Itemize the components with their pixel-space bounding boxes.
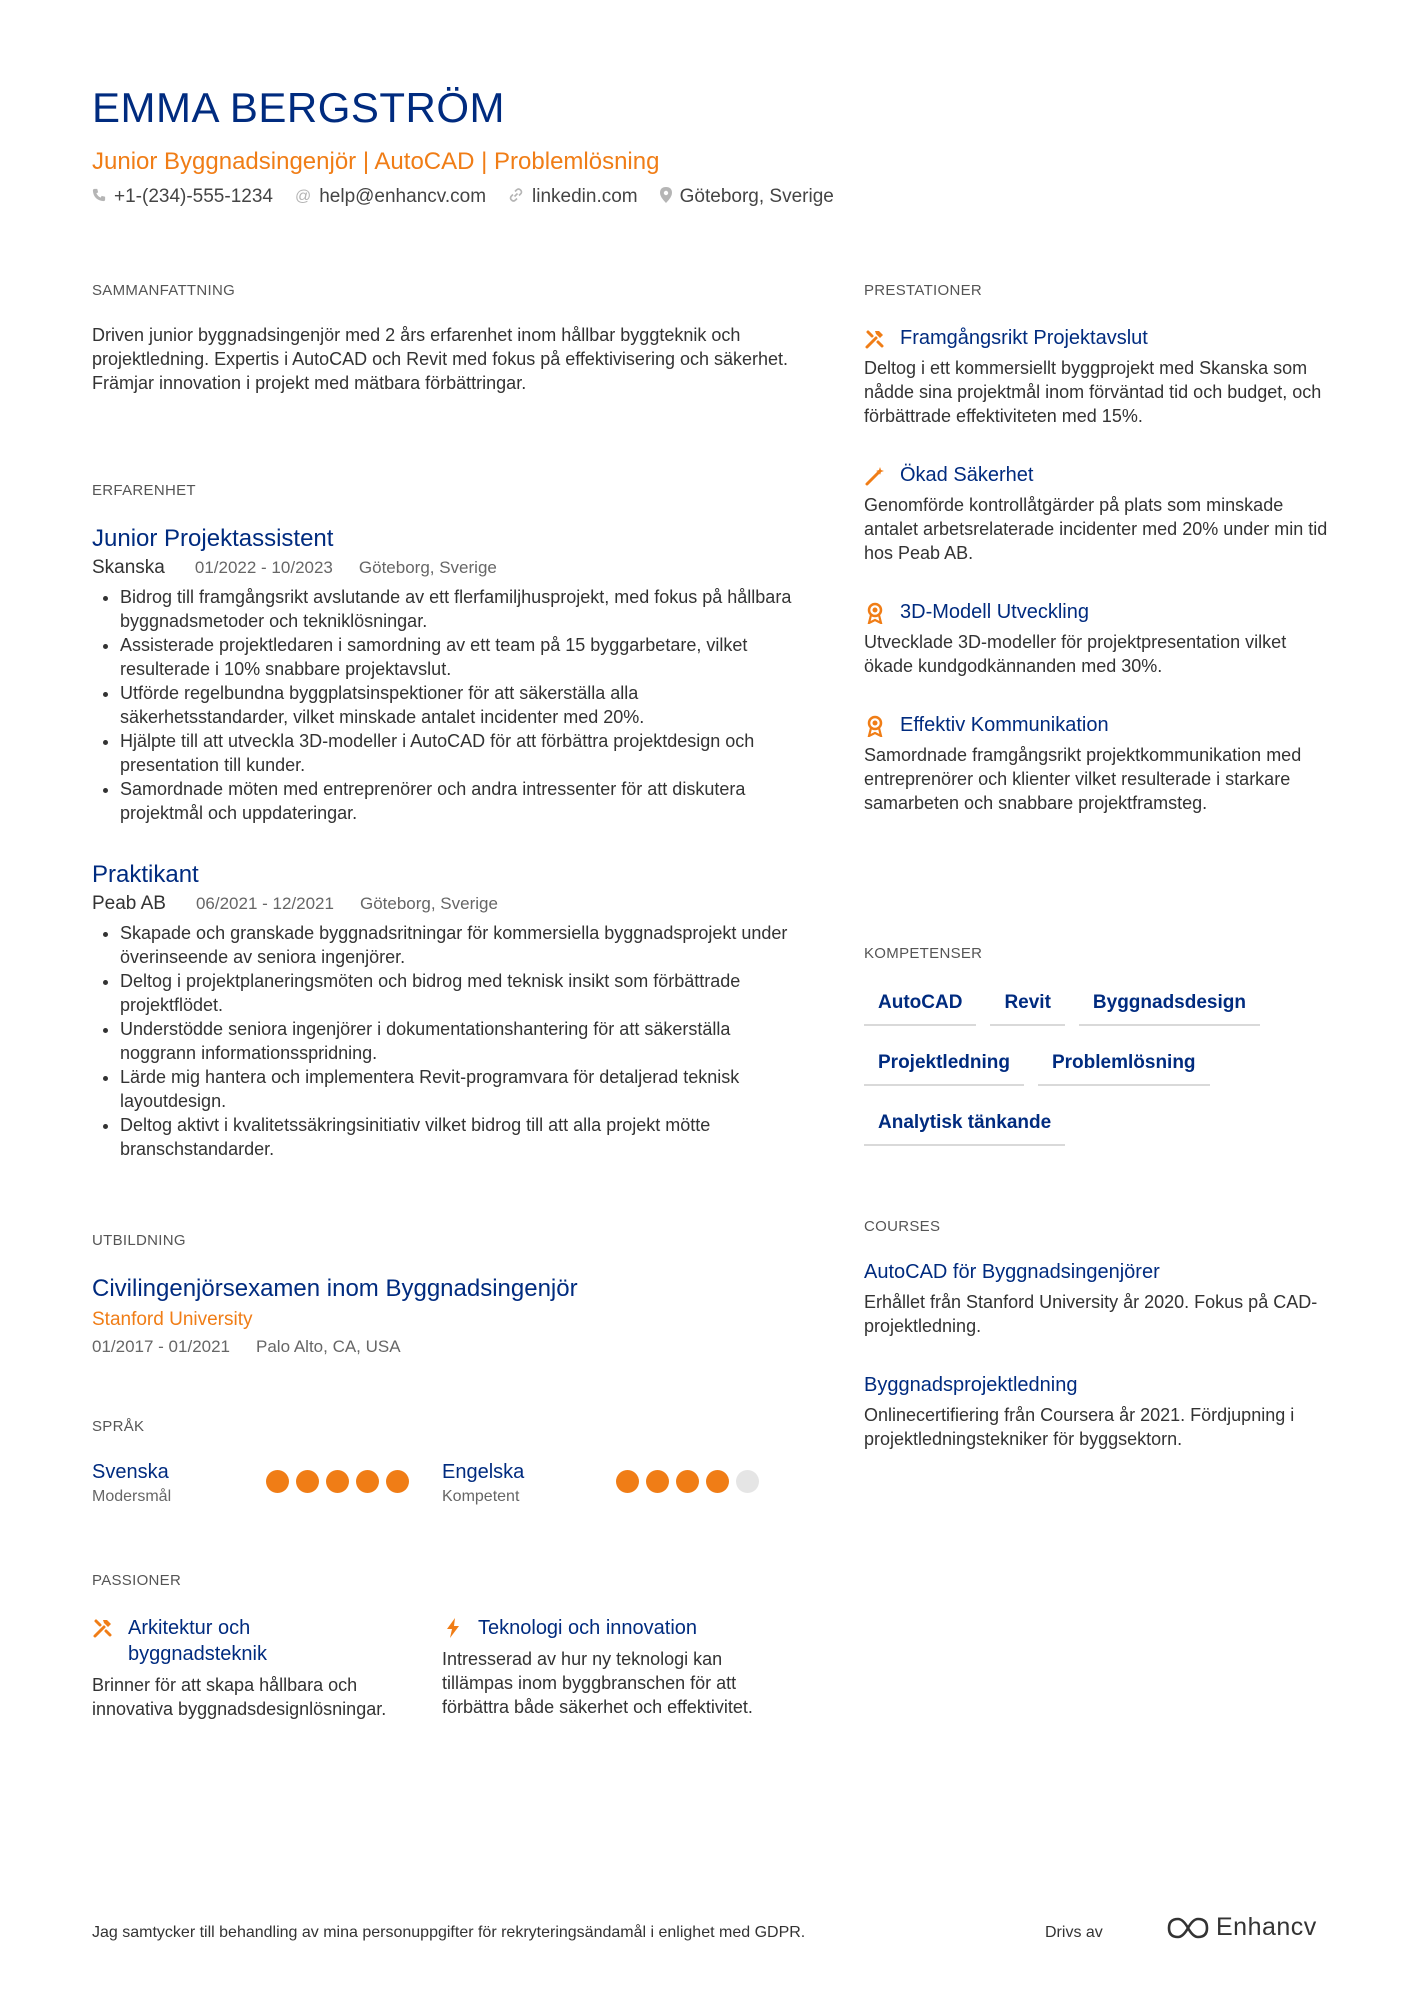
language-level: Kompetent	[442, 1488, 520, 1505]
contact-bar	[92, 186, 856, 208]
achievement-item	[864, 327, 1334, 428]
rating-dot-filled	[676, 1470, 699, 1493]
education-location: Palo Alto, CA, USA	[256, 1337, 401, 1356]
award-icon	[864, 602, 886, 624]
tools-icon	[92, 1617, 114, 1639]
achievement-text: Deltog i ett kommersiellt byggprojekt med Skanska som nådde sina projektmål inom förväntad tid och budget, och förbättrade effektiviteten med 15%.	[864, 358, 1322, 426]
achievements-heading: PRESTATIONER	[864, 282, 983, 299]
candidate-name: EMMA BERGSTRÖM	[92, 84, 506, 131]
at-icon: @	[294, 188, 312, 205]
award-icon	[864, 715, 886, 737]
job-bullet: • Lärde mig hantera och implementera Revit-programvara för detaljerad teknisk layoutdesign.	[120, 1065, 792, 1113]
achievement-text: Utvecklade 3D-modeller för projektpresentation vilket ökade kundgodkännanden med 30%.	[864, 632, 1287, 676]
job-bullet: • Skapade och granskade byggnadsritningar för kommersiella byggnadsprojekt under överinseende av seniora ingenjörer.	[120, 921, 792, 969]
experience-heading: ERFARENHET	[92, 482, 196, 499]
rating-dot-filled	[326, 1470, 349, 1493]
course-text: Onlinecertifiering från Coursera år 2021. Fördjupning i projektledningstekniker för byggsektorn.	[864, 1405, 1295, 1449]
skill-tag: Problemlösning	[1038, 1046, 1210, 1086]
education-section	[92, 1232, 792, 1357]
education-meta	[92, 1337, 792, 1357]
summary-section	[92, 282, 792, 395]
passions-list	[92, 1615, 792, 1721]
infinity-logo-icon	[1166, 1915, 1210, 1941]
achievement-text: Samordnade framgångsrikt projektkommunikation med entreprenörer och klienter vilket resulterade i starkare samarbeten och snabbare projektframsteg.	[864, 745, 1302, 813]
job-title: Praktikant	[92, 861, 199, 888]
contact-location-text: Göteborg, Sverige	[679, 186, 834, 207]
skills-heading: KOMPETENSER	[864, 945, 983, 962]
achievement-item	[864, 714, 1334, 815]
education-school: Stanford University	[92, 1309, 253, 1330]
language-name: Engelska	[442, 1461, 525, 1483]
achievement-title: Effektiv Kommunikation	[900, 714, 1109, 736]
rating-dot-empty	[736, 1470, 759, 1493]
achievement-title: Framgångsrikt Projektavslut	[900, 327, 1148, 349]
education-dates: 01/2017 - 01/2021	[92, 1337, 231, 1356]
passions-heading: PASSIONER	[92, 1572, 182, 1589]
job-meta	[92, 893, 792, 915]
summary-text: Driven junior byggnadsingenjör med 2 års erfarenhet inom hållbar byggteknik och projektledning. Expertis i AutoCAD och Revit med fokus på effektivisering och säkerhet. Främjar innovation i projekt med mätbara förbättringar.	[92, 325, 789, 393]
passion-item	[92, 1615, 442, 1721]
rating-dot-filled	[356, 1470, 379, 1493]
contact-linkedin[interactable]	[508, 186, 638, 208]
job-bullet: • Deltog i projektplaneringsmöten och bidrog med teknisk insikt som förbättrade projektflödet.	[120, 969, 792, 1017]
languages-list	[92, 1461, 792, 1506]
brand-name: Enhancv	[1216, 1913, 1317, 1941]
language-item	[442, 1461, 792, 1506]
job-location: Göteborg, Sverige	[358, 558, 497, 577]
courses-heading: COURSES	[864, 1218, 941, 1235]
tools-icon	[864, 328, 886, 350]
passion-title: Teknologi och innovation	[478, 1617, 698, 1639]
courses-section	[864, 1218, 1334, 1451]
achievement-title: Ökad Säkerhet	[900, 464, 1034, 486]
rating-dot-filled	[646, 1470, 669, 1493]
job-title: Junior Projektassistent	[92, 525, 334, 552]
candidate-headline: Junior Byggnadsingenjör | AutoCAD | Problemlösning	[92, 148, 660, 175]
job-bullets	[92, 921, 792, 1161]
skills-section	[864, 945, 1334, 1166]
job-bullet: • Hjälpte till att utveckla 3D-modeller i AutoCAD för att förbättra projektdesign och presentation till kunder.	[120, 729, 792, 777]
passion-text: Brinner för att skapa hållbara och innovativa byggnadsdesignlösningar.	[92, 1675, 387, 1719]
job-entry	[92, 861, 792, 1161]
job-company: Skanska	[92, 557, 165, 578]
skill-tag: AutoCAD	[864, 986, 976, 1026]
achievement-item	[864, 601, 1334, 678]
contact-linkedin-text[interactable]: linkedin.com	[532, 186, 638, 207]
passion-item	[442, 1615, 792, 1721]
job-entry	[92, 525, 792, 825]
link-icon	[508, 187, 524, 208]
languages-heading: SPRÅK	[92, 1418, 145, 1435]
location-icon	[660, 187, 672, 208]
language-name: Svenska	[92, 1461, 169, 1483]
achievement-text: Genomförde kontrollåtgärder på plats som minskade antalet arbetsrelaterade incidenter med 20% under min tid hos Peab AB.	[864, 495, 1328, 563]
rating-dot-filled	[386, 1470, 409, 1493]
skill-tag: Projektledning	[864, 1046, 1024, 1086]
contact-email-text[interactable]: help@enhancv.com	[319, 186, 487, 207]
skills-list	[864, 986, 1334, 1166]
job-location: Göteborg, Sverige	[359, 894, 498, 913]
skill-tag: Analytisk tänkande	[864, 1106, 1065, 1146]
job-dates: 06/2021 - 12/2021	[195, 894, 334, 913]
job-bullet: • Understödde seniora ingenjörer i dokumentationshantering för att säkerställa noggrann informationsspridning.	[120, 1017, 792, 1065]
education-degree: Civilingenjörsexamen inom Byggnadsingenjör	[92, 1275, 578, 1302]
job-bullet: • Deltog aktivt i kvalitetssäkringsinitiativ vilket bidrog till att alla projekt mötte branschstandarder.	[120, 1113, 792, 1161]
phone-icon	[92, 188, 106, 207]
passions-section	[92, 1572, 792, 1721]
contact-email[interactable]	[295, 186, 486, 208]
passion-title: Arkitektur och byggnadsteknik	[128, 1617, 267, 1665]
course-title: Byggnadsprojektledning	[864, 1374, 1078, 1396]
job-meta	[92, 557, 792, 579]
language-rating	[616, 1467, 766, 1495]
experience-section	[92, 482, 792, 1161]
summary-heading: SAMMANFATTNING	[92, 282, 236, 299]
skill-tag: Byggnadsdesign	[1079, 986, 1260, 1026]
job-dates: 01/2022 - 10/2023	[194, 558, 333, 577]
course-item	[864, 1374, 1334, 1451]
rating-dot-filled	[296, 1470, 319, 1493]
language-level: Modersmål	[92, 1488, 172, 1505]
magic-wand-icon	[864, 465, 886, 487]
rating-dot-filled	[266, 1470, 289, 1493]
enhancv-logo[interactable]	[1166, 1913, 1317, 1942]
contact-location	[660, 186, 834, 208]
achievement-title: 3D-Modell Utveckling	[900, 601, 1089, 623]
achievements-section	[864, 282, 1334, 815]
education-heading: UTBILDNING	[92, 1232, 186, 1249]
rating-dot-filled	[616, 1470, 639, 1493]
contact-phone-text: +1-(234)-555-1234	[114, 186, 273, 207]
contact-phone	[92, 186, 273, 208]
powered-by-label: Drivs av	[1045, 1924, 1103, 1941]
language-rating	[266, 1467, 416, 1495]
passion-text: Intresserad av hur ny teknologi kan tillämpas inom byggbranschen för att förbättra både säkerhet och effektivitet.	[442, 1649, 753, 1717]
course-title: AutoCAD för Byggnadsingenjörer	[864, 1261, 1160, 1283]
achievement-item	[864, 464, 1334, 565]
job-bullet: • Bidrog till framgångsrikt avslutande av ett flerfamiljhusprojekt, med fokus på hållbara byggnadsmetoder och tekniklösningar.	[120, 585, 792, 633]
languages-section	[92, 1418, 792, 1506]
rating-dot-filled	[706, 1470, 729, 1493]
job-bullets	[92, 585, 792, 825]
job-bullet: • Samordnade möten med entreprenörer och andra intressenter för att diskutera projektmål och uppdateringar.	[120, 777, 792, 825]
course-text: Erhållet från Stanford University år 2020. Fokus på CAD-projektledning.	[864, 1292, 1318, 1336]
course-item	[864, 1261, 1334, 1338]
job-company: Peab AB	[92, 893, 166, 914]
language-item	[92, 1461, 442, 1506]
gdpr-consent-text: Jag samtycker till behandling av mina personuppgifter för rekryteringsändamål i enlighet med GDPR.	[92, 1924, 806, 1941]
job-bullet: • Assisterade projektledaren i samordning av ett team på 15 byggarbetare, vilket resulterade i 10% snabbare projektavslut.	[120, 633, 792, 681]
skill-tag: Revit	[990, 986, 1064, 1026]
job-bullet: • Utförde regelbundna byggplatsinspektioner för att säkerställa alla säkerhetsstandarder, vilket minskade antalet incidenter med 20%.	[120, 681, 792, 729]
bolt-icon	[442, 1617, 464, 1639]
